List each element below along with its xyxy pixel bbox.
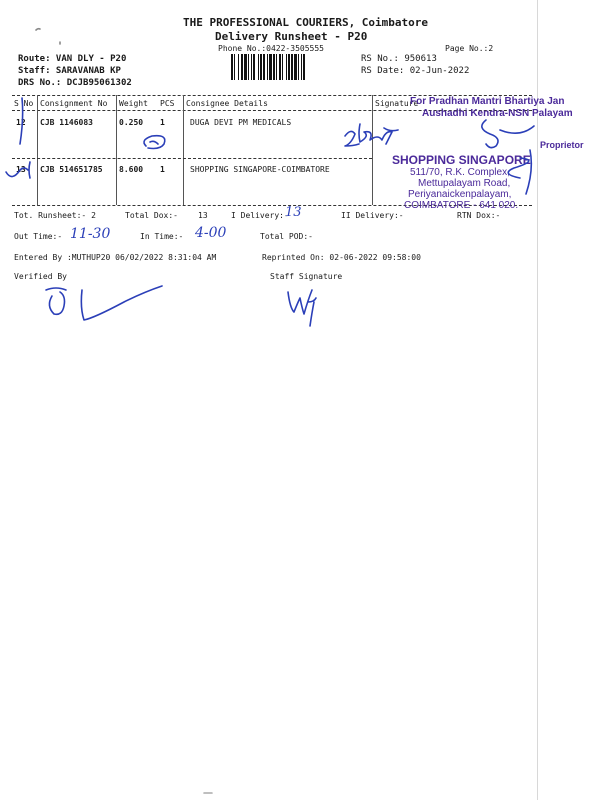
row-tick-mark [6,168,28,177]
row-consignment: CJB 514651785 [40,165,103,174]
handwritten-out-time: 11-30 [70,226,111,242]
row-sno: 12 [16,118,26,127]
handwritten-in-time: 4-00 [195,225,227,241]
row-sno: 13 [16,165,26,174]
row-pcs: 1 [160,118,165,127]
row-weight: 8.600 [119,165,144,174]
stamp-shop-line3: Mettupalayam Road, [418,178,511,189]
header-pcs: PCS [160,99,175,108]
row-tick-mark [29,162,30,178]
rs-number: RS No.: 950613 [361,54,437,64]
phone-number: Phone No.:0422-3505555 [218,44,324,53]
route: Route: VAN DLY - P20 [18,54,127,64]
header-weight: Weight [119,99,148,108]
handwritten-i-delivery: 13 [285,205,302,220]
i-delivery-label: I Delivery:- [231,211,289,220]
tot-runsheet: Tot. Runsheet:- 2 [14,211,96,220]
row-consignee: DUGA DEVI PM MEDICALS [190,118,292,127]
stamp-pharmacy-line3: Proprietor [540,140,584,150]
stamp-pharmacy-line1: For Pradhan Mantri Bhartiya Jan [410,96,565,107]
page-number: Page No.:2 [445,44,494,53]
circled-mark [150,141,158,144]
consignee-signature [345,131,359,146]
row-weight: 0.250 [119,118,144,127]
proprietor-signature [482,120,534,148]
entered-by: Entered By :MUTHUP20 06/02/2022 8:31:04 AM [14,253,217,262]
header-signature: Signature [375,99,419,108]
page-title: Delivery Runsheet - P20 [215,30,368,43]
stamp-shop-line4: Periyanaickenpalayam, [408,189,512,200]
company-name: THE PROFESSIONAL COURIERS, Coimbatore [183,16,429,29]
rtn-dox-label: RTN Dox:- [457,211,501,220]
staff-signature-label: Staff Signature [270,272,343,281]
row-tick-mark [20,98,23,144]
row-consignee: SHOPPING SINGAPORE-COIMBATORE [190,165,330,174]
stamp-shop-line5: COIMBATORE - 641 020. [404,200,519,211]
header-sno: S No [14,99,34,108]
total-pod-label: Total POD:- [260,232,313,241]
header-consignee: Consignee Details [186,99,268,108]
total-dox-value: 13 [198,211,208,220]
scan-mark [36,29,40,30]
staff-signature [288,290,316,326]
reprinted-on: Reprinted On: 02-06-2022 09:58:00 [262,253,421,262]
drs-number: DRS No.: DCJB95061302 [18,78,132,88]
header-consignment: Consignment No [40,99,108,108]
stamp-shop-line1: SHOPPING SINGAPORE [392,153,531,167]
row-pcs: 1 [160,165,165,174]
verified-by-signature [46,288,66,314]
rs-date: RS Date: 02-Jun-2022 [361,66,470,76]
verified-by-signature [81,286,162,320]
ii-delivery-label: II Delivery:- [341,211,404,220]
row-consignment: CJB 1146083 [40,118,93,127]
stamp-pharmacy-line2: Aushadhi Kendra-NSN Palayam [422,108,573,119]
total-dox-label: Total Dox:- [125,211,178,220]
staff: Staff: SARAVANAB KP [18,66,121,76]
in-time-label: In Time:- [140,232,184,241]
out-time-label: Out Time:- [14,232,63,241]
verified-by-label: Verified By [14,272,67,281]
consignee-signature [359,124,398,144]
stamp-shop-line2: 511/70, R.K. Complex, [410,167,510,178]
shop-signature [508,150,531,194]
